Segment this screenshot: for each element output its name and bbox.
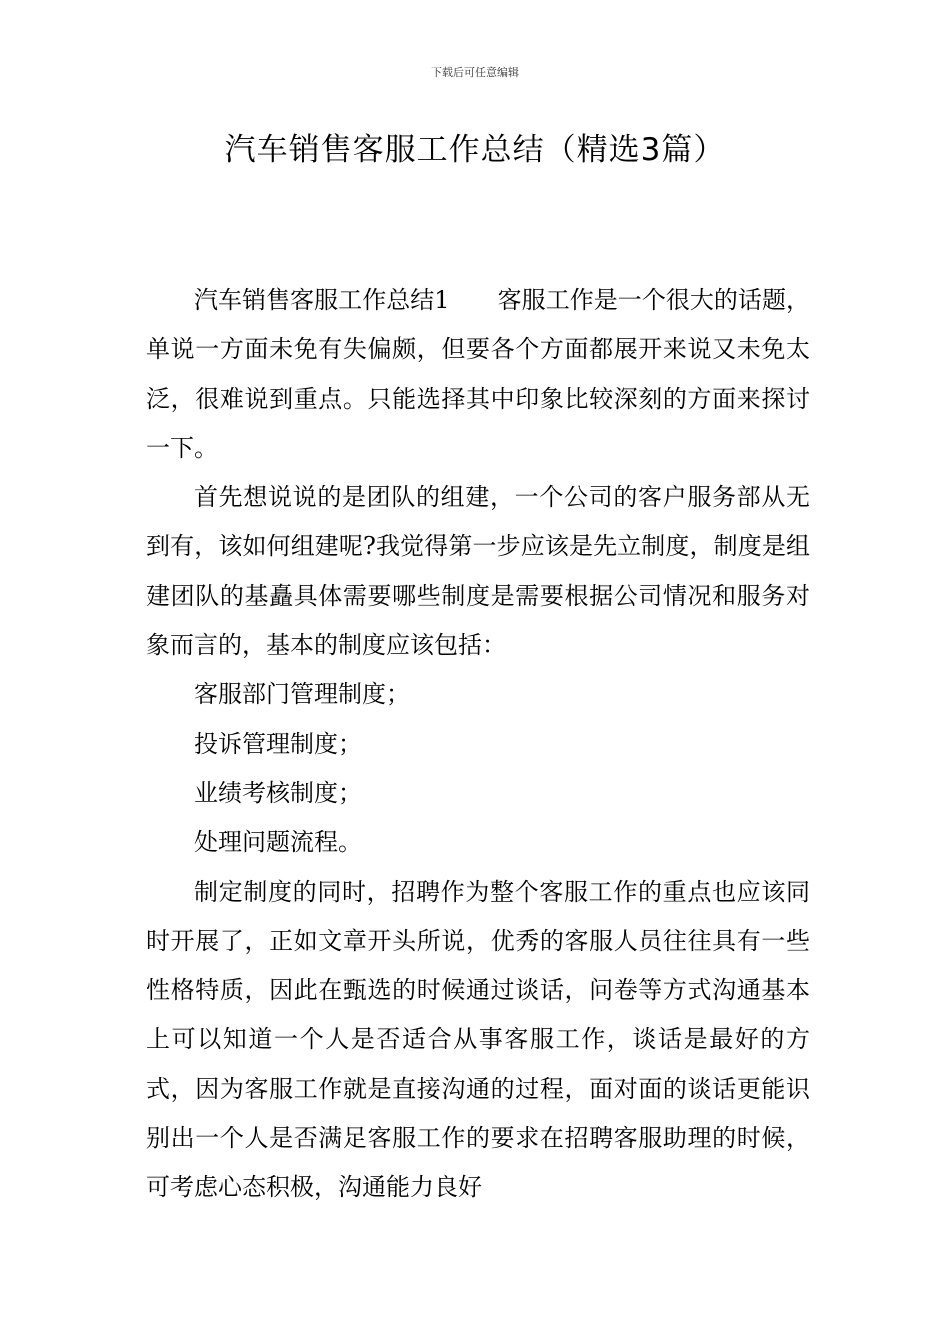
list-item-department-rules: 客服部门管理制度； (194, 680, 410, 709)
list-item-performance-rules: 业绩考核制度； (194, 778, 362, 807)
document-body (146, 276, 810, 1213)
paragraph-intro: 汽车销售客服工作总结1 客服工作是一个很大的话题，单说一方面未免有失偏颇，但要各个方面都展开来说又未免太泛，很难说到重点。只能选择其中印象比较深刻的方面来探讨一下。 (146, 286, 810, 462)
document-title: 汽车销售客服工作总结（精选3篇） (224, 132, 726, 168)
header-note: 下载后可任意编辑 (431, 66, 519, 79)
paragraph-team-building: 首先想说说的是团队的组建，一个公司的客户服务部从无到有，该如何组建呢?我觉得第一步应该是先立制度，制度是组建团队的基矗具体需要哪些制度是需要根据公司情况和服务对象而言的，基本的制度应该包括： (146, 483, 810, 660)
paragraph-recruitment: 制定制度的同时，招聘作为整个客服工作的重点也应该同时开展了，正如文章开头所说，优秀的客服人员往往具有一些性格特质，因此在甄选的时候通过谈话，问卷等方式沟通基本上可以知道一个人是否适合从事客服工作，谈话是最好的方式，因为客服工作就是直接沟通的过程，面对面的谈话更能识别出一个人是否满足客服工作的要求在招聘客服助理的时候，可考虑心态积极，沟通能力良好 (146, 877, 810, 1202)
list-item-process: 处理问题流程。 (194, 828, 362, 857)
list-item-complaint-rules: 投诉管理制度； (194, 729, 362, 758)
